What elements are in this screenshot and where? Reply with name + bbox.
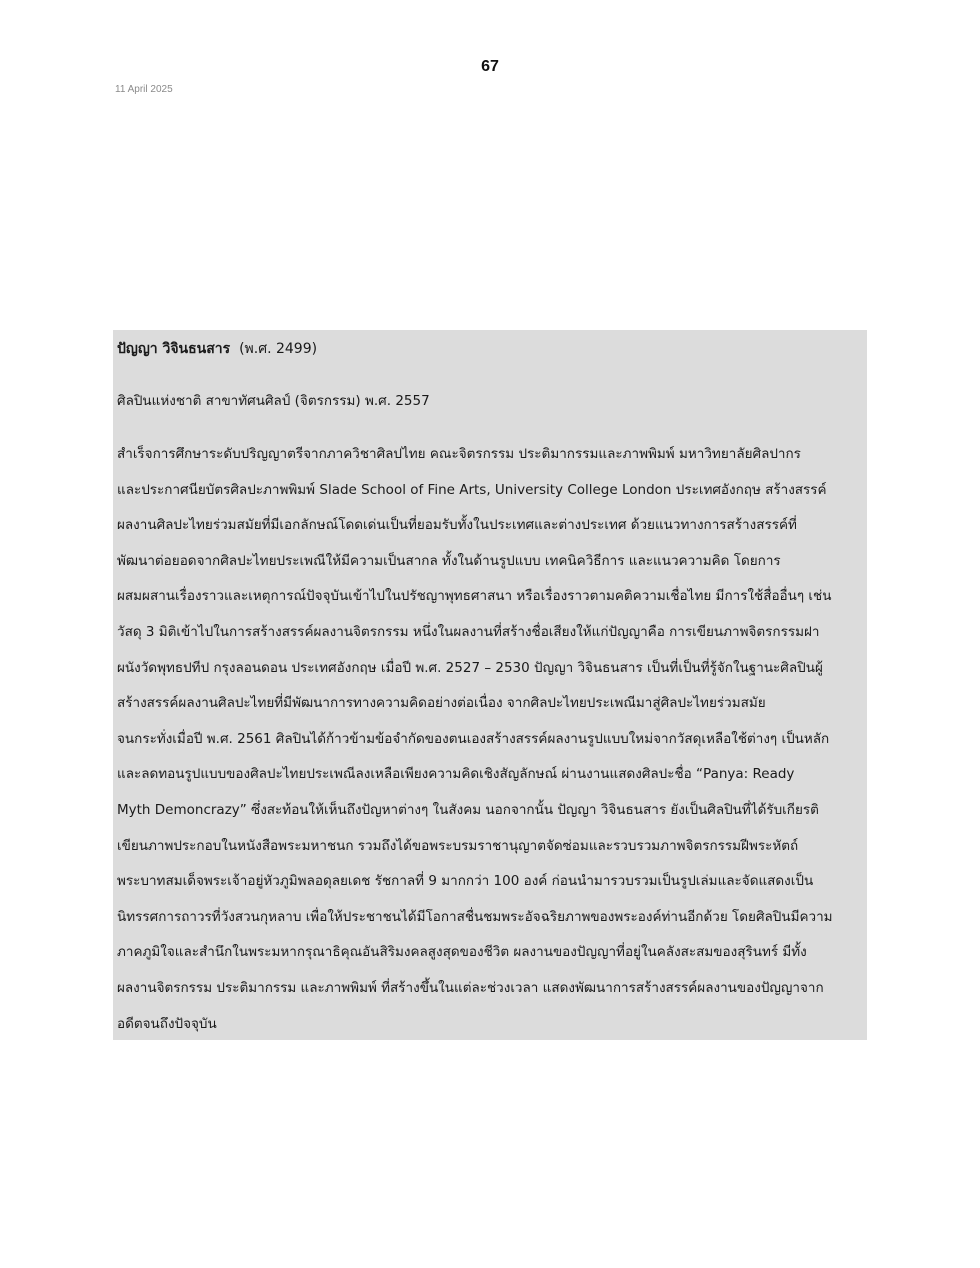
paragraph-line: เขียนภาพประกอบในหนังสือพระมหาชนก รวมถึงได้ขอพระบรมราชานุญาตจัดซ่อมและรวบรวมภาพจิตรกรรมฝีพระหัตถ์ — [117, 837, 799, 854]
paragraph-line: สำเร็จการศึกษาระดับปริญญาตรีจากภาควิชาศิลปไทย คณะจิตรกรรม ประติมากรรมและภาพพิมพ์ มหาวิทยาลัยศิลปากร — [117, 446, 801, 462]
paragraph-line: ผนังวัดพุทธปทีป กรุงลอนดอน ประเทศอังกฤษ เมื่อปี พ.ศ. 2527 – 2530 ปัญญา วิจินธนสาร เป็นที่เป็นที่รู้จักในฐานะศิลปินผู้ — [117, 659, 823, 676]
paragraph-line: ภาคภูมิใจและสำนึกในพระมหากรุณาธิคุณอันสิริมงคลสูงสุดของชีวิต ผลงานของปัญญาที่อยู่ในคลังสะสมของสุรินทร์ มีทั้ง — [117, 944, 807, 961]
paragraph-line: วัสดุ 3 มิติเข้าไปในการสร้างสรรค์ผลงานจิตรกรรม หนึ่งในผลงานที่สร้างชื่อเสียงให้แก่ปัญญาคือ การเขียนภาพจิตรกรรมฝา — [117, 623, 820, 640]
page-number: 67 — [481, 58, 499, 75]
paragraph-line: สร้างสรรค์ผลงานศิลปะไทยที่มีพัฒนาการทางความคิดอย่างต่อเนื่อง จากศิลปะไทยประเพณีมาสู่ศิลปะไทยร่วมสมัย — [117, 695, 766, 712]
paragraph-line: ผลงานจิตรกรรม ประติมากรรม และภาพพิมพ์ ที่สร้างขึ้นในแต่ละช่วงเวลา แสดงพัฒนาการสร้างสรรค์ผลงานของปัญญาจาก — [117, 979, 824, 996]
paragraph-line: นิทรรศการถาวรที่วังสวนกุหลาบ เพื่อให้ประชาชนได้มีโอกาสชื่นชมพระอัจฉริยภาพของพระองค์ท่านอีกด้วย โดยศิลปินมีความ — [117, 908, 833, 925]
paragraph-line: และลดทอนรูปแบบของศิลปะไทยประเพณีลงเหลือเพียงความคิดเชิงสัญลักษณ์ ผ่านงานแสดงศิลปะชื่อ “Panya: Ready — [117, 766, 795, 783]
paragraph-line: ผสมผสานเรื่องราวและเหตุการณ์ปัจจุบันเข้าไปในปรัชญาพุทธศาสนา หรือเรื่องราวตามคติความเชื่อไทย มีการใช้สื่ออื่นๆ เช่น — [117, 588, 832, 605]
paragraph-line: ผลงานศิลปะไทยร่วมสมัยที่มีเอกลักษณ์โดดเด่นเป็นที่ยอมรับทั้งในประเทศและต่างประเทศ ด้วยแนวทางการสร้างสรรค์ที่ — [117, 517, 797, 534]
paragraph-line: จนกระทั่งเมื่อปี พ.ศ. 2561 ศิลปินได้ก้าวข้ามข้อจำกัดของตนเองสร้างสรรค์ผลงานรูปแบบใหม่จากวัสดุเหลือใช้ต่างๆ เป็นหลัก — [117, 730, 830, 747]
artist-birth-year: (พ.ศ. 2499) — [239, 341, 318, 357]
artist-biography — [113, 330, 867, 1040]
paragraph-line: อดีตจนถึงปัจจุบัน — [117, 1015, 217, 1032]
paragraph-line: และประกาศนียบัตรศิลปะภาพพิมพ์ Slade School of Fine Arts, University College London ประเทศอังกฤษ สร้างสรรค์ — [117, 481, 827, 498]
biography-paragraph — [117, 437, 863, 1042]
paragraph-line: พระบาทสมเด็จพระเจ้าอยู่หัวภูมิพลอดุลยเดช รัชกาลที่ 9 มากกว่า 100 องค์ ก่อนนำมารวบรวมเป็นรูปเล่มและจัดแสดงเป็น — [117, 873, 814, 890]
paragraph-line: พัฒนาต่อยอดจากศิลปะไทยประเพณีให้มีความเป็นสากล ทั้งในด้านรูปแบบ เทคนิควิธีการ และแนวความคิด โดยการ — [117, 552, 781, 569]
artist-heading — [117, 335, 863, 363]
paragraph-line: Myth Demoncrazy” ซึ่งสะท้อนให้เห็นถึงปัญหาต่างๆ ในสังคม นอกจากนั้น ปัญญา วิจินธนสาร ยังเป็นศิลปินที่ได้รับเกียรติ — [117, 801, 819, 818]
page-date: 11 April 2025 — [115, 84, 173, 95]
artist-name: ปัญญา วิจินธนสาร — [117, 341, 231, 357]
national-artist-award: ศิลปินแห่งชาติ สาขาทัศนศิลป์ (จิตรกรรม) พ.ศ. 2557 — [117, 393, 430, 409]
